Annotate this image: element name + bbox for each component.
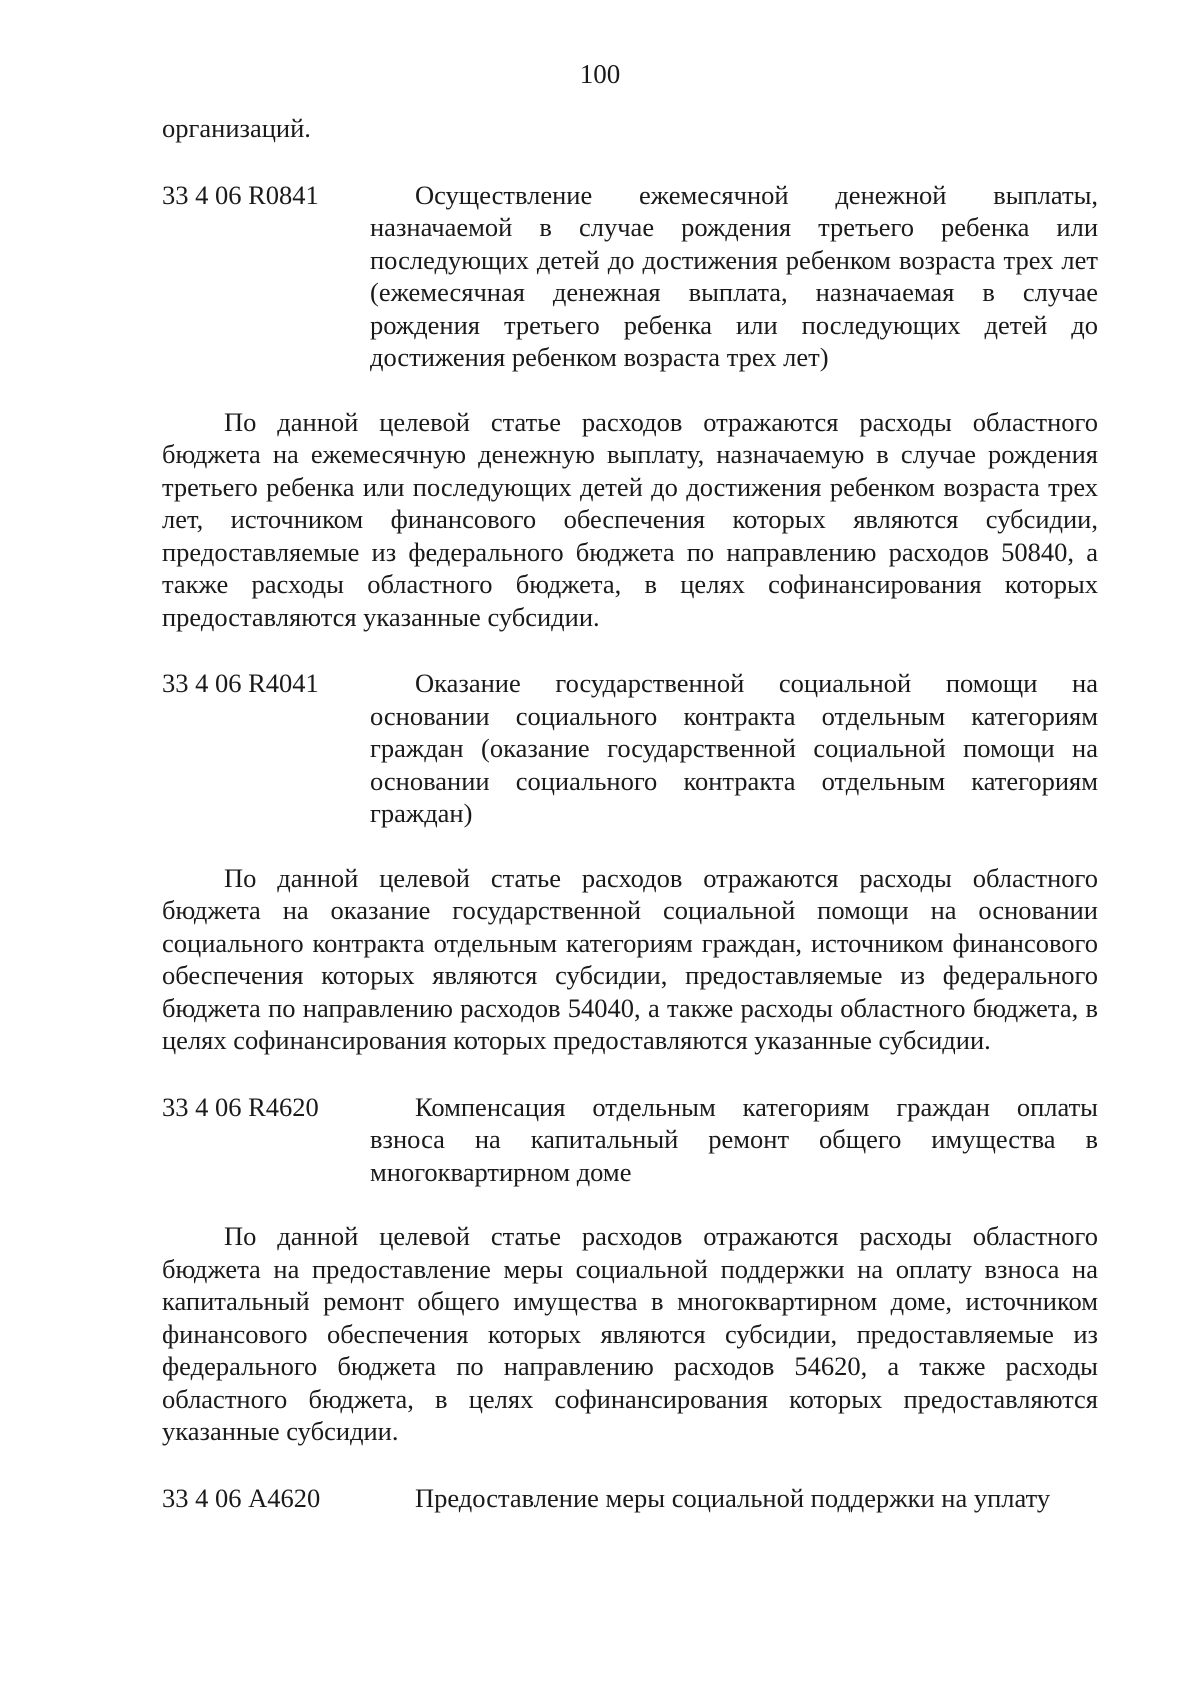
budget-item-title: Компенсация отдельным категориям граждан оплаты взноса на капитальный ремонт общего имущества в многоквартирном доме — [370, 1091, 1098, 1187]
budget-item-heading — [162, 179, 1098, 374]
budget-item-code: 33 4 06 А4620 — [162, 1482, 321, 1513]
budget-item-code: 33 4 06 R4620 — [162, 1091, 319, 1122]
budget-item-heading — [162, 1482, 1098, 1515]
continuation-text: организаций. — [162, 113, 311, 143]
budget-item-description: По данной целевой статье расходов отражаются расходы областного бюджета на предоставление меры социальной поддержки на оплату взноса на капитальный ремонт общего имущества в многоквартирном доме, источником финансового обеспечения которых являются субсидии, предоставляемые из федерального бюджета по направлению расходов 54620, а также расходы областного бюджета, в целях софинансирования которых предоставляются указанные субсидии. — [162, 1221, 1098, 1446]
budget-item-title: Оказание государственной социальной помощи на основании социального контракта отдельным категориям граждан (оказание государственной социальной помощи на основании социального контракта отдельным категориям граждан) — [370, 668, 1098, 828]
budget-item-title: Осуществление ежемесячной денежной выплаты, назначаемой в случае рождения третьего ребенка или последующих детей до достижения ребенком возраста трех лет (ежемесячная денежная выплата, назначаемая в случае рождения третьего ребенка или последующих детей до достижения ребенком возраста трех лет) — [370, 179, 1098, 372]
budget-item-title: Предоставление меры социальной поддержки на уплату — [415, 1482, 1051, 1513]
budget-item-heading — [162, 1091, 1098, 1189]
page-body — [162, 112, 1098, 1546]
budget-item-description: По данной целевой статье расходов отражаются расходы областного бюджета на оказание государственной социальной помощи на основании социального контракта отдельным категориям граждан, источником финансового обеспечения которых являются субсидии, предоставляемые из федерального бюджета по направлению расходов 54040, а также расходы областного бюджета, в целях софинансирования которых предоставляются указанные субсидии. — [162, 862, 1098, 1055]
budget-item-heading — [162, 667, 1098, 830]
budget-item-code: 33 4 06 R0841 — [162, 179, 319, 210]
budget-item-description: По данной целевой статье расходов отражаются расходы областного бюджета на ежемесячную денежную выплату, назначаемую в случае рождения третьего ребенка или последующих детей до достижения ребенком возраста трех лет, источником финансового обеспечения которых являются субсидии, предоставляемые из федерального бюджета по направлению расходов 50840, а также расходы областного бюджета, в целях софинансирования которых предоставляются указанные субсидии. — [162, 406, 1098, 632]
budget-item-code: 33 4 06 R4041 — [162, 668, 319, 698]
page-number: 100 — [579, 59, 621, 89]
